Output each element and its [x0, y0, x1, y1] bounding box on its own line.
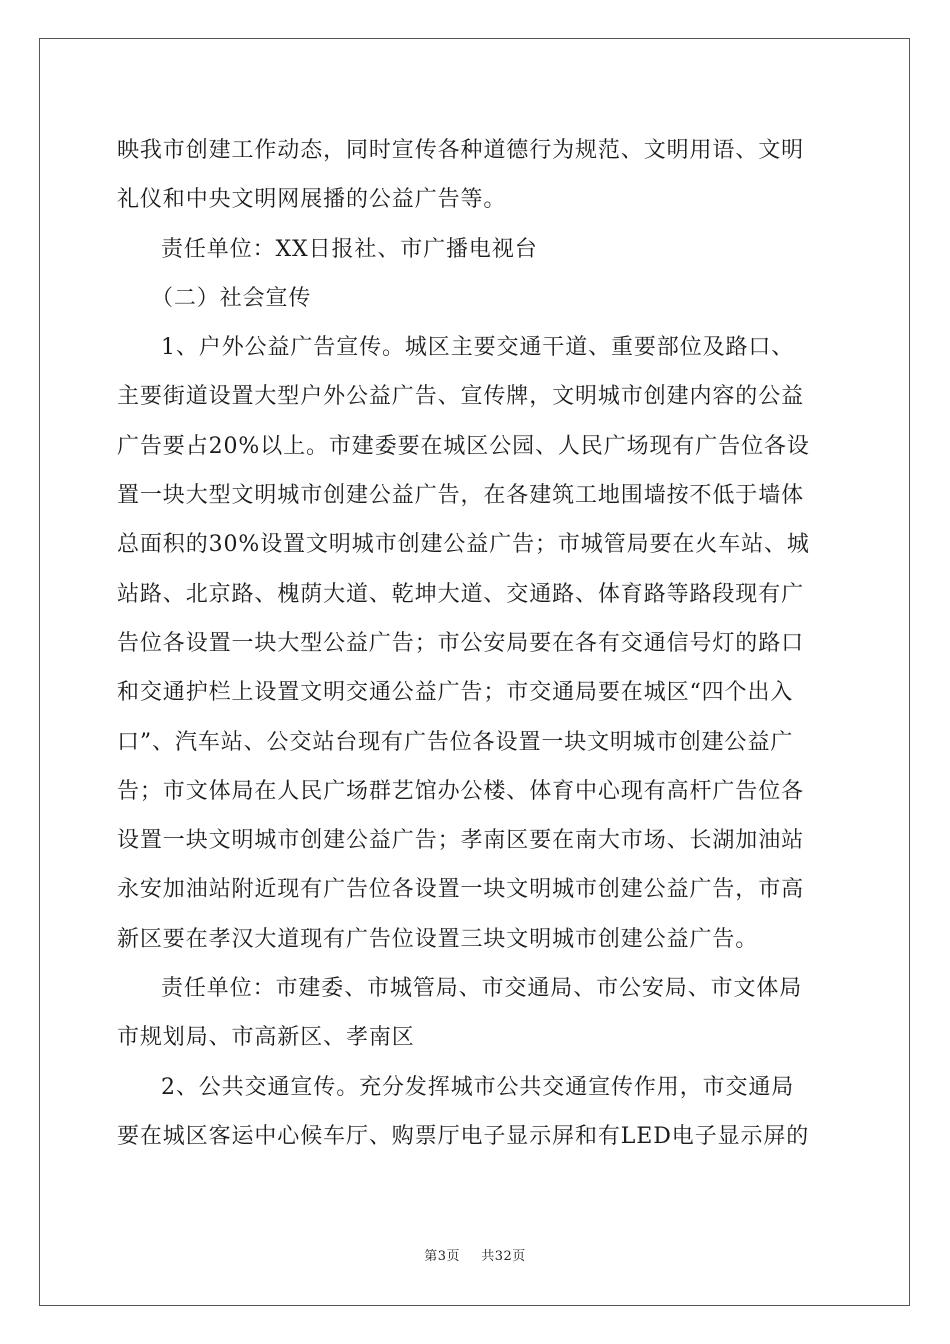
page-number: 第3页: [424, 1249, 460, 1264]
text-line: 市规划局、市高新区、孝南区: [117, 1025, 415, 1051]
text-line: 责任单位：XX日报社、市广播电视台: [161, 236, 538, 262]
text-line: 责任单位：市建委、市城管局、市交通局、市公安局、市文体局: [161, 976, 803, 1002]
page-total: 共32页: [481, 1249, 526, 1264]
text-line: （二）社会宣传: [151, 285, 312, 311]
text-line: 口”、汽车站、公交站台现有广告位各设置一块文明城市创建公益广: [117, 729, 794, 755]
text-line: 告位各设置一块大型公益广告；市公安局要在各有交通信号灯的路口: [117, 630, 805, 656]
text-line: 和交通护栏上设置文明交通公益广告；市交通局要在城区“四个出入: [117, 680, 794, 706]
text-line: 总面积的30%设置文明城市创建公益广告；市城管局要在火车站、城: [117, 532, 810, 558]
text-line: 告；市文体局在人民广场群艺馆办公楼、体育中心现有高杆广告位各: [117, 778, 805, 804]
text-line: 映我市创建工作动态，同时宣传各种道德行为规范、文明用语、文明: [117, 138, 805, 163]
text-line: 永安加油站附近现有广告位各设置一块文明城市创建公益广告，市高: [117, 877, 805, 903]
text-line: 广告要占20%以上。市建委要在城区公园、人民广场现有广告位各设: [117, 433, 810, 459]
text-line: 主要街道设置大型户外公益广告、宣传牌，文明城市创建内容的公益: [117, 384, 805, 410]
text-line: 2、公共交通宣传。充分发挥城市公共交通宣传作用，市交通局: [161, 1074, 795, 1100]
text-line: 1、户外公益广告宣传。城区主要交通干道、重要部位及路口、: [161, 335, 795, 361]
text-line: 设置一块文明城市创建公益广告；孝南区要在南大市场、长湖加油站: [117, 828, 805, 854]
document-body: [117, 126, 833, 1161]
text-line: 站路、北京路、槐荫大道、乾坤大道、交通路、体育路等路段现有广: [117, 581, 805, 607]
text-line: 要在城区客运中心候车厅、购票厅电子显示屏和有LED电子显示屏的: [117, 1123, 810, 1149]
text-line: 置一块大型文明城市创建公益广告，在各建筑工地围墙按不低于墙体: [117, 483, 805, 509]
page-footer: [0, 1245, 950, 1264]
text-line: 礼仪和中央文明网展播的公益广告等。: [117, 187, 507, 213]
text-line: 新区要在孝汉大道现有广告位设置三块文明城市创建公益广告。: [117, 926, 759, 952]
